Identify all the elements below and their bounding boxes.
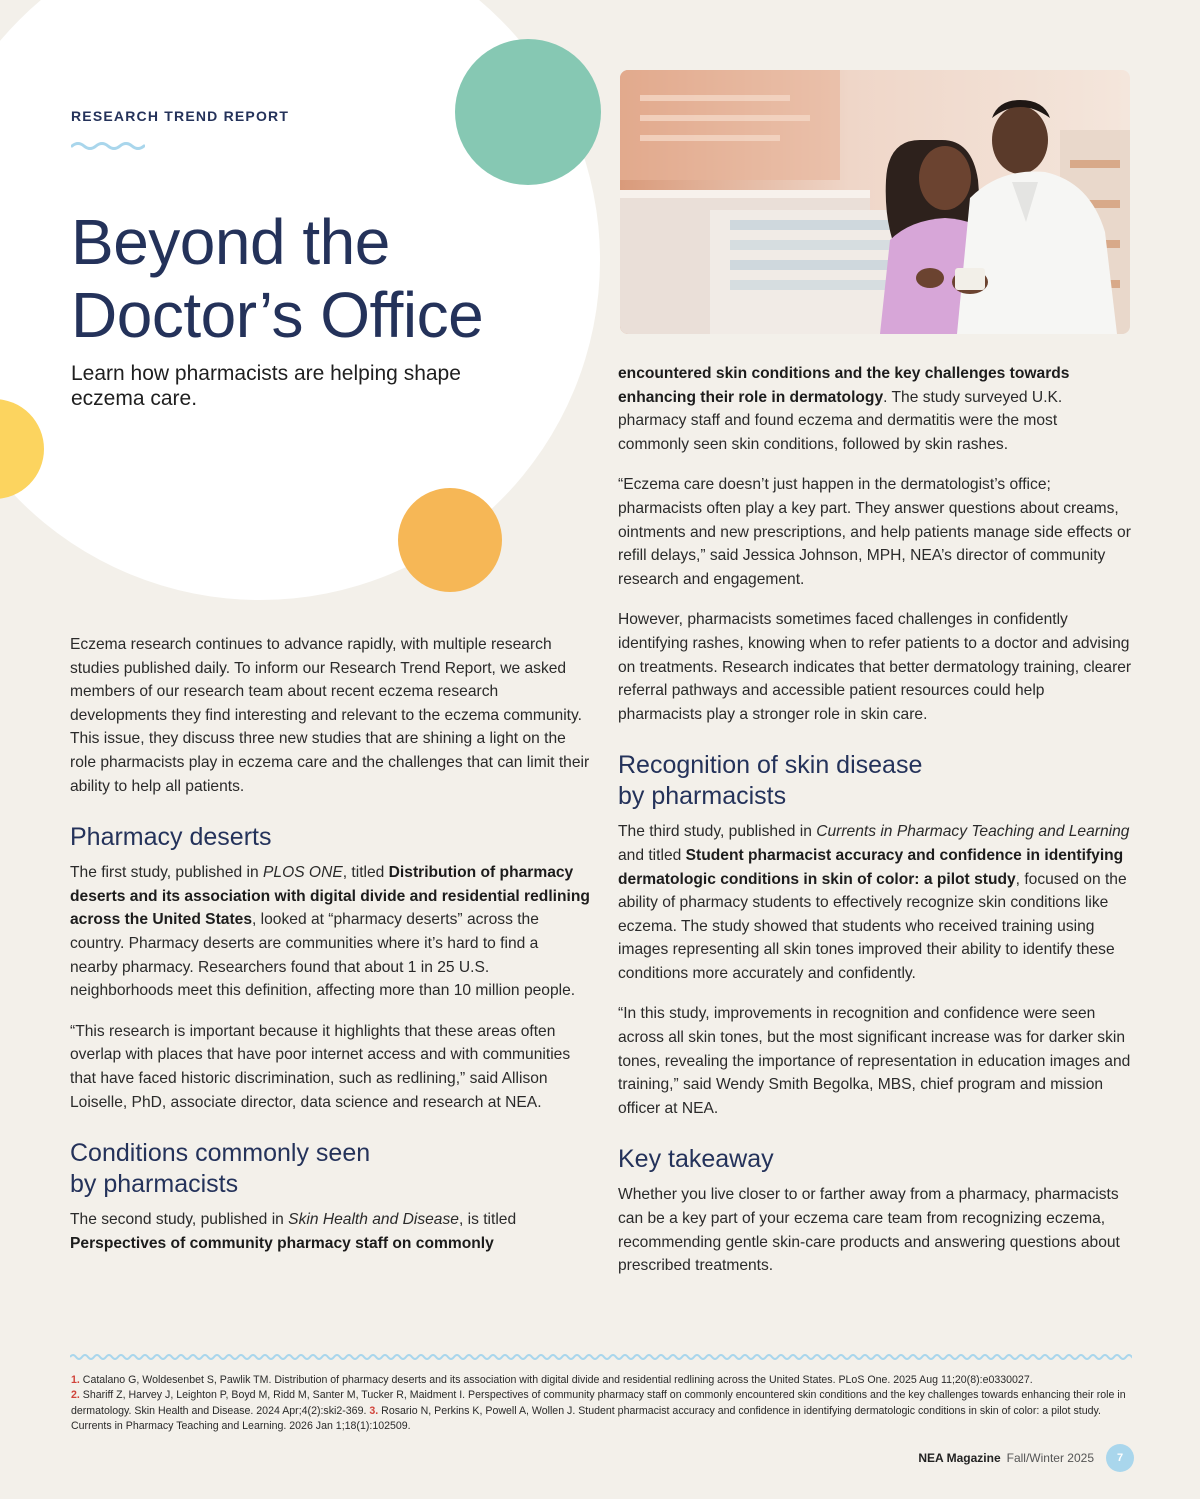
study-title: Distribution of pharmacy deserts and its association with digital divide and residential redlining across the United States [70, 864, 590, 929]
teal-circle-decoration [455, 39, 601, 185]
heading-conditions-seen: Conditions commonly seen by pharmacists [70, 1139, 371, 1199]
section-kicker: RESEARCH TREND REPORT [71, 108, 290, 124]
heading-pharmacy-deserts: Pharmacy deserts [70, 823, 272, 852]
conditions-paragraph-2: “Eczema care doesn’t just happen in the dermatologist’s office; pharmacists often play a key part. They answer questions about creams, ointments and new prescriptions, and help patients manage side effects or refill delays,” said Jessica Johnson, MPH, NEA’s director of community research and engagement. [618, 476, 1131, 588]
study-title: Student pharmacist accuracy and confidence in identifying dermatologic conditions in skin of color: a pilot study [618, 846, 1124, 888]
recognition-paragraph-1: The third study, published in Currents in Pharmacy Teaching and Learning and titled Student pharmacist accuracy and confidence in identifying dermatologic conditions in skin of color: a pilot study, focused on the ability of pharmacy students to effectively recognize skin conditions like eczema. The study showed that students who received training using images representing all skin tones improved their ability to identify these conditions more accurately and confidently. [618, 823, 1130, 982]
heading-recognition: Recognition of skin disease by pharmacists [618, 751, 923, 811]
article-right-column [618, 362, 1132, 1295]
reference-3: Rosario N, Perkins K, Powell A, Wollen J. Student pharmacist accuracy and confidence in identifying dermatologic conditions in skin of color: a pilot study. Currents in Pharmacy Teaching and Learning. 2026 Jan 1;18(1):102509. [71, 1404, 1101, 1432]
pharmacy-photo [620, 70, 1130, 334]
reference-1: Catalano G, Woldesenbet S, Pawlik TM. Distribution of pharmacy deserts and its association with digital divide and residential redlining across the United States. PLoS One. 2025 Aug 11;20(8):e0330027. [82, 1374, 1033, 1386]
pharmacist-and-patient-illustration [620, 70, 1130, 334]
pharmacy-deserts-paragraph-2: “This research is important because it highlights that these areas often overlap with places that have poor internet access and with communities that have faced historic discrimination, such as redlining,” said Allison Loiselle, PhD, associate director, data science and research at NEA. [70, 1022, 571, 1111]
issue-label: Fall/Winter 2025 [1006, 1451, 1094, 1465]
reference-2: Shariff Z, Harvey J, Leighton P, Boyd M, Ridd M, Santer M, Tucker R, Maidment I. Perspectives of community pharmacy staff on commonly encountered skin conditions and the key challenges towards enhancing their role in dermatology. Skin Health and Disease. 2024 Apr;4(2):ski2-369. [71, 1389, 1126, 1417]
recognition-paragraph-2: “In this study, improvements in recognition and confidence were seen across all skin tones, but the most significant increase was for darker skin tones, revealing the importance of representation in education images and training,” said Wendy Smith Begolka, MBS, chief program and mission officer at NEA. [618, 1005, 1131, 1117]
conditions-paragraph-1-continued: encountered skin conditions and the key challenges towards enhancing their role in dermatology. The study surveyed U.K. pharmacy staff and found eczema and dermatitis were the most commonly seen skin conditions, followed by skin rashes. [618, 365, 1070, 453]
wave-divider-icon [71, 140, 145, 152]
journal-name: Skin Health and Disease [288, 1211, 459, 1229]
page-footer [918, 1444, 1134, 1472]
study-title-end: encountered skin conditions and the key challenges towards enhancing their role in dermatology [618, 365, 1070, 406]
references: 1. Catalano G, Woldesenbet S, Pawlik TM. Distribution of pharmacy deserts and its association with digital divide and residential redlining across the United States. PLoS One. 2025 Aug 11;20(8):e0330027. 2. Shariff Z, Harvey J, Leighton P, Boyd M, Ridd M, Santer M, Tucker R, Maidment I. Perspectives of community pharmacy staff on commonly encountered skin conditions and the key challenges towards enhancing their role in dermatology. Skin Health and Disease. 2024 Apr;4(2):ski2-369. 3. Rosario N, Perkins K, Powell A, Wollen J. Student pharmacist accuracy and confidence in identifying dermatologic conditions in skin of color: a pilot study. Currents in Pharmacy Teaching and Learning. 2026 Jan 1;18(1):102509. [71, 1374, 1126, 1432]
title-line-1: Beyond the [71, 206, 390, 278]
pharmacy-deserts-paragraph-1: The first study, published in PLOS ONE, titled Distribution of pharmacy deserts and its association with digital divide and residential redlining across the United States, looked at “pharmacy deserts” across the country. Pharmacy deserts are communities where it’s hard to find a nearby pharmacy. Researchers found that about 1 in 25 U.S. neighborhoods meet this definition, affecting more than 10 million people. [70, 864, 590, 1000]
page-number: 7 [1106, 1444, 1134, 1472]
title-line-2: Doctor’s Office [71, 279, 484, 351]
page-title [71, 206, 483, 352]
intro-paragraph: Eczema research continues to advance rapidly, with multiple research studies published daily. To inform our Research Trend Report, we asked members of our research team about recent eczema research developments they find interesting and relevant to the eczema community. This issue, they discuss three new studies that are shining a light on the role pharmacists play in eczema care and the challenges that can limit their ability to help all patients. [70, 636, 590, 795]
journal-name: PLOS ONE [263, 864, 343, 882]
conditions-paragraph-3: However, pharmacists sometimes faced challenges in confidently identifying rashes, knowing when to refer patients to a doctor and advising on treatments. Research indicates that better dermatology training, clearer referral pathways and accessible patient resources could help pharmacists play a stronger role in skin care. [618, 611, 1132, 723]
wave-divider-icon [70, 1352, 1132, 1362]
article-left-column [70, 633, 590, 1272]
study-title-start: Perspectives of community pharmacy staff on commonly [70, 1234, 494, 1252]
magazine-name: NEA Magazine [918, 1451, 1001, 1465]
key-takeaway-paragraph: Whether you live closer to or farther away from a pharmacy, pharmacists can be a key part of your eczema care team from recognizing eczema, recommending gentle skin-care products and answering questions about prescribed treatments. [618, 1186, 1120, 1275]
orange-circle-decoration [398, 488, 502, 592]
journal-name: Currents in Pharmacy Teaching and Learning [816, 823, 1130, 841]
page-subtitle: Learn how pharmacists are helping shape eczema care. [71, 362, 461, 410]
heading-key-takeaway: Key takeaway [618, 1145, 774, 1174]
conditions-paragraph-1-start: The second study, published in Skin Health and Disease, is titled Perspectives of community pharmacy staff on commonly [70, 1211, 517, 1252]
